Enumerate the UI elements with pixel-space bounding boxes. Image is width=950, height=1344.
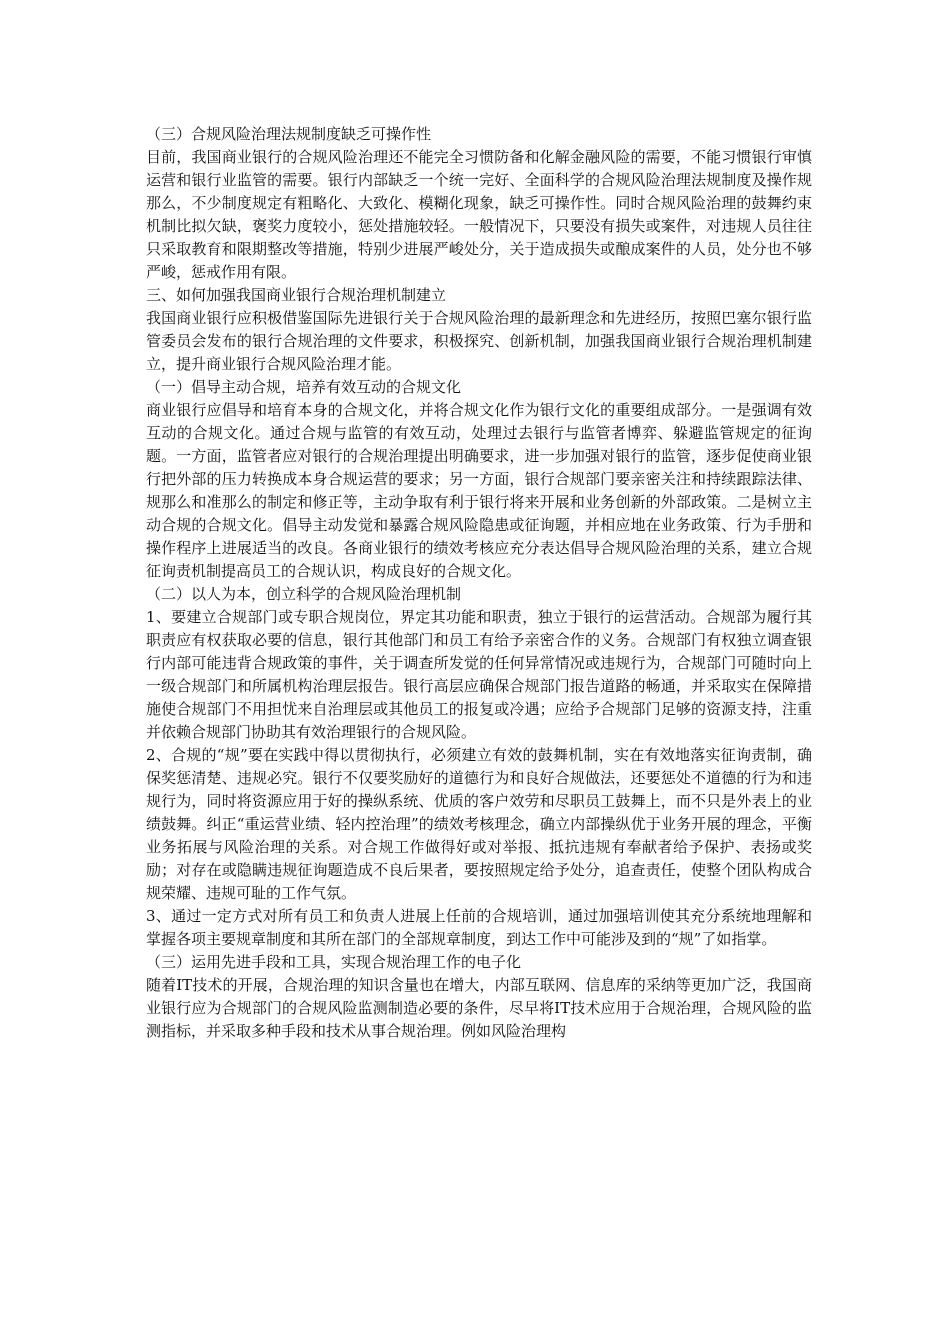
paragraph-it-technology: 随着IT技术的开展，合规治理的知识含量也在增大，内部互联网、信息库的采纳等更加广泛，我国商业银行应为合规部门的合规风险监测制造必要的条件，尽早将IT技术应用于合规治理，合规风险的监测指标，并采取多种手段和技术从事合规治理。例如风险治理构 (146, 976, 812, 1040)
paragraph-item-1: 1、要建立合规部门或专职合规岗位，界定其功能和职责，独立于银行的运营活动。合规部为履行其职责应有权获取必要的信息，银行其他部门和员工有给予亲密合作的义务。合规部门有权独立调查银行内部可能违背合规政策的事件，关于调查所发觉的任何异常情况或违规行为，合规部门可随时向上一级合规部门和所属机构治理层报告。银行高层应确保合规部门报告道路的畅通，并采取实在保障措施使合规部门不用担忧来自治理层或其他员工的报复或冷遇；应给予合规部门足够的资源支持，注重并依赖合规部门协助其有效治理银行的合规风险。 (146, 608, 812, 741)
section-heading-people: （二）以人为本，创立科学的合规风险治理机制 (146, 585, 462, 603)
paragraph-culture: 商业银行应倡导和培育本身的合规文化，并将合规文化作为银行文化的重要组成部分。一是强调有效互动的合规文化。通过合规与监管的有效互动，处理过去银行与监管者博弈、躲避监管规定的征询题。一方面，监管者应对银行的合规治理提出明确要求，进一步加强对银行的监管，逐步促使商业银行把外部的压力转换成本身合规运营的要求；另一方面，银行合规部门要亲密关注和持续跟踪法律、规那么和准那么的制定和修正等，主动争取有利于银行将来开展和业务创新的外部政策。二是树立主动合规的合规文化。倡导主动发觉和暴露合规风险隐患或征询题，并相应地在业务政策、行为手册和操作程序上进展适当的改良。各商业银行的绩效考核应充分表达倡导合规风险治理的关系，建立合规征询责机制提高员工的合规认识，构成良好的合规文化。 (146, 401, 812, 580)
paragraph-mechanism-intro: 我国商业银行应积极借鉴国际先进银行关于合规风险治理的最新理念和先进经历，按照巴塞尔银行监管委员会发布的银行合规治理的文件要求，积极探究、创新机制，加强我国商业银行合规治理机制建立，提升商业银行合规风险治理才能。 (146, 309, 812, 373)
section-heading-electronic: （三）运用先进手段和工具，实现合规治理工作的电子化 (146, 953, 522, 971)
document-page (146, 123, 812, 1043)
section-heading-mechanism: 三、如何加强我国商业银行合规治理机制建立 (146, 286, 447, 304)
paragraph-item-3: 3、通过一定方式对所有员工和负责人进展上任前的合规培训，通过加强培训使其充分系统地理解和掌握各项主要规章制度和其所在部门的全部规章制度，到达工作中可能涉及到的“规”了如指掌。 (146, 907, 812, 948)
paragraph-item-2: 2、合规的“规”要在实践中得以贯彻执行，必须建立有效的鼓舞机制，实在有效地落实征询责制，确保奖惩清楚、违规必究。银行不仅要奖励好的道德行为和良好合规做法，还要惩处不道德的行为和违规行为，同时将资源应用于好的操纵系统、优质的客户效劳和尽职员工鼓舞上，而不只是外表上的业绩鼓舞。纠正“重运营业绩、轻内控治理”的绩效考核理念，确立内部操纵优于业务开展的理念，平衡业务拓展与风险治理的关系。对合规工作做得好或对举报、抵抗违规有奉献者给予保护、表扬或奖励；对存在或隐瞒违规征询题造成不良后果者，要按照规定给予处分，追查责任，使整个团队构成合规荣耀、违规可耻的工作气氛。 (146, 746, 812, 902)
section-heading-operability: （三）合规风险治理法规制度缺乏可操作性 (146, 125, 432, 143)
section-heading-culture: （一）倡导主动合规，培养有效互动的合规文化 (146, 378, 462, 396)
paragraph-current-situation: 目前，我国商业银行的合规风险治理还不能完全习惯防备和化解金融风险的需要，不能习惯银行审慎运营和银行业监管的需要。银行内部缺乏一个统一完好、全面科学的合规风险治理法规制度及操作规那么，不少制度规定有粗略化、大致化、模糊化现象，缺乏可操作性。同时合规风险治理的鼓舞约束机制比拟欠缺，褒奖力度较小，惩处措施较轻。一般情况下，只要没有损失或案件，对违规人员往往只采取教育和限期整改等措施，特别少进展严峻处分，关于造成损失或酿成案件的人员，处分也不够严峻，惩戒作用有限。 (146, 148, 812, 281)
